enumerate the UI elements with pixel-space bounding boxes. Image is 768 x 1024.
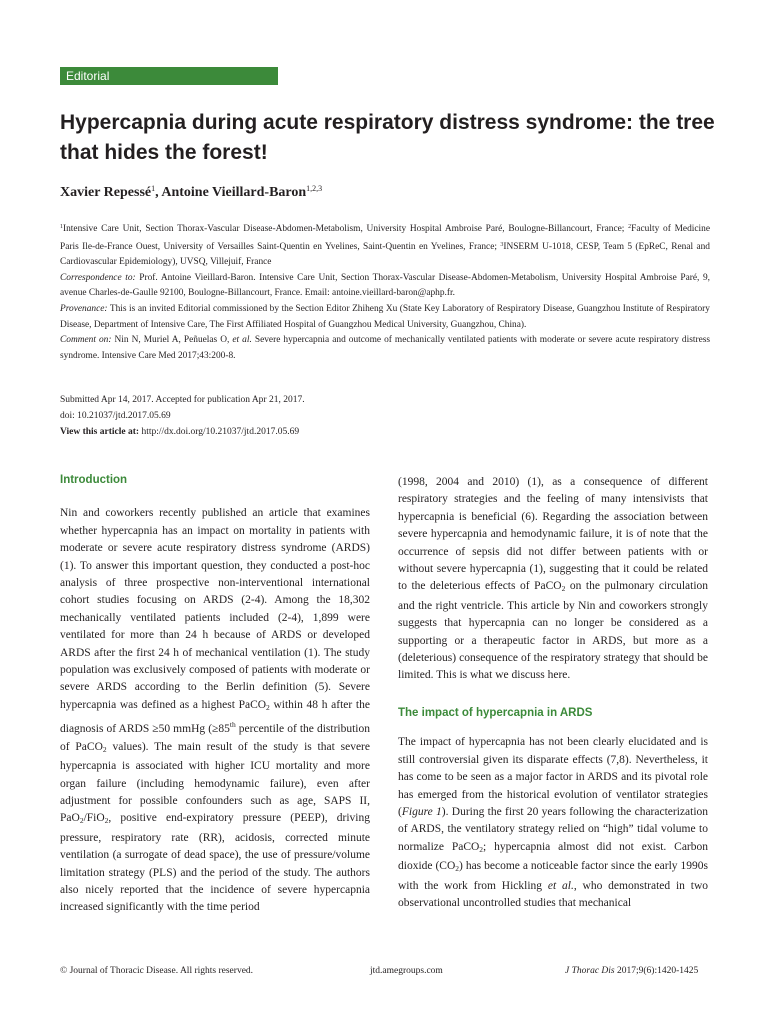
text-run: The impact of hypercapnia has not been clearly elucidated and is still controversial given its disparate effects (7,8). Nevertheless, it has come to be seen as a major factor in ARDS and its pivotal role has emerged from the historical evolution of ventilator strategies ( <box>398 736 708 818</box>
author-affiliation-marker: 1,2,3 <box>306 184 323 193</box>
correspondence-text: Prof. Antoine Vieillard-Baron. Intensive Care Unit, Section Thorax-Vascular Disease-Abdomen-Metabolism, University Hospital Ambroise Paré, 9, avenue Charles-de-Gaulle 92100, Boulogne-Billancourt, France. Email: antoine.vieillard-baron@aphp.fr. <box>60 272 710 299</box>
author-separator: , <box>155 185 162 200</box>
text-run: percentile of the distribution of PaCO <box>60 723 370 753</box>
text-run: /FiO <box>83 812 105 825</box>
affiliation-marker: 3 <box>500 241 504 248</box>
author-name: Xavier Repessé <box>60 185 152 200</box>
provenance-label: Provenance: <box>60 303 108 314</box>
publication-dates <box>60 392 305 440</box>
body-paragraph <box>398 734 708 912</box>
doi: doi: 10.21037/jtd.2017.05.69 <box>60 411 171 421</box>
left-column <box>60 472 370 917</box>
intro-paragraph <box>60 505 370 916</box>
superscript: th <box>229 720 236 730</box>
text-run: Nin and coworkers recently published an article that examines whether hypercapnia has an impact on mortality in patients with moderate or severe acute respiratory distress syndrome (ARDS) (1). To answer this important question, they conducted a post-hoc analysis of three prospective non-interventional international cohort studies focusing on ARDS (2-4). Among the 18,302 mechanically ventilated patients included (2-4), 1,899 were ventilated for more than 24 h because of ARDS or developed ARDS after the first 24 h of mechanical ventilation (1). The study population was exclusively composed of patients with moderate or severe ARDS according to the Berlin definition (5). Severe hypercapnia was defined as a highest PaCO <box>60 507 370 711</box>
etal: et al. <box>547 879 574 892</box>
affiliation: Faculty of Medicine Paris Ile-de-France Ouest, University of Versailles Saint-Quentin en Yvelines, Saint-Quentin en Yvelines, France; <box>60 224 710 252</box>
author-affiliation-marker: 1 <box>151 184 156 193</box>
provenance-text: This is an invited Editorial commissioned by the Section Editor Zhiheng Xu (State Key Laboratory of Respiratory Disease, Guangzhou Institute of Respiratory Disease, Department of Intensive Care, The First Affiliated Hospital of Guangzhou Medical University, Guangzhou, China). <box>60 303 710 330</box>
article-url-link[interactable]: http://dx.doi.org/10.21037/jtd.2017.05.69 <box>141 427 300 437</box>
subscript: 2 <box>79 816 84 826</box>
text-run: ) has become a noticeable factor since the early 1990s with the work from Hickling <box>398 860 708 892</box>
journal-abbrev: J Thorac Dis <box>565 966 615 976</box>
text-run: on the pulmonary circulation and the right ventricle. This article by Nin and coworkers strongly suggests that hypercapnia can no longer be considered as a supporting or a therapeutic factor in ARDS, but more as a (deleterious) consequence of the respiratory strategy that should be limited. This is what we discuss here. <box>398 580 709 682</box>
subscript: 2 <box>479 844 484 854</box>
view-article-line <box>60 424 305 440</box>
section-heading-introduction: Introduction <box>60 474 128 486</box>
subscript: 2 <box>561 584 566 594</box>
footer-journal-url[interactable]: jtd.amegroups.com <box>370 966 443 976</box>
footer-copyright: © Journal of Thoracic Disease. All rights reserved. <box>60 966 254 976</box>
comment-etal: et al. <box>232 335 252 346</box>
author-name: Antoine Vieillard-Baron <box>161 185 307 200</box>
provenance <box>60 302 710 333</box>
text-run: (1998, 2004 and 2010) (1), as a consequence of different respiratory strategies and the feeling of many intensivists that hypercapnia is beneficial (6). Regarding the association between severe hypercapnia and hemodynamic failure, it is of note that the occurrence of sepsis did not differ between patients with or without severe hypercapnia (1), suggesting that it could be related to the deleterious effects of PaCO <box>398 476 708 593</box>
text-run: values). The main result of the study is that severe hypercapnia is associated with higher ICU mortality and more organ failure (including hemodynamic failure), even after adjustment for possible confounders such as age, SAPS II, PaO <box>60 740 370 825</box>
footer-citation <box>565 966 698 976</box>
comment-label: Comment on: <box>60 335 112 346</box>
subscript: 2 <box>266 702 270 712</box>
subscript: 2 <box>102 744 107 754</box>
text-run: ; hypercapnia almost did not exist. Carbon dioxide (CO <box>398 840 708 873</box>
affiliation-marker: 2 <box>628 224 632 230</box>
view-article-label: View this article at: <box>60 427 140 437</box>
text-run: ). During the first 20 years following the characterization of ARDS, the ventilatory strategy relied on “high” tidal volume to normalize PaCO <box>398 805 709 853</box>
body-paragraph <box>398 474 708 685</box>
affiliation-marker: 1 <box>60 224 63 230</box>
subscript: 2 <box>104 816 109 826</box>
subscript: 2 <box>455 864 460 874</box>
affiliation: INSERM U-1018, CESP, Team 5 (EpReC, Renal and Cardiovascular Epidemiology), UVSQ, Villejuif, France <box>60 241 710 268</box>
figure-reference-link[interactable]: Figure 1 <box>401 805 442 818</box>
right-column <box>398 474 708 912</box>
comment-text: Severe hypercapnia and outcome of mechanically ventilated patients with moderate or severe acute respiratory distress syndrome. Intensive Care Med 2017;43:200-8. <box>60 335 711 361</box>
text-run: , who demonstrated in two observational uncontrolled studies that mechanical <box>398 879 708 909</box>
comment-text: Nin N, Muriel A, Peñuelas O, <box>114 335 230 346</box>
section-heading-impact: The impact of hypercapnia in ARDS <box>398 706 593 719</box>
affiliation: Intensive Care Unit, Section Thorax-Vascular Disease-Abdomen-Metabolism, University Hospital Ambroise Paré, Boulogne-Billancourt, France; <box>63 224 625 234</box>
text-run: , positive end-expiratory pressure (PEEP), driving pressure, respiratory rate (RR), acidosis, corrected minute ventilation (a surrogate of dead space), the use of pressure/volume limitation strategy (PLS) and the period of the study. The authors also nicely reported that the incidence of severe hypercapnia increased significantly with the time period <box>60 812 370 914</box>
submitted-date: Submitted Apr 14, 2017. Accepted for publication Apr 21, 2017. <box>60 395 305 405</box>
article-title: Hypercapnia during acute respiratory distress syndrome: the tree that hides the forest! <box>60 111 715 164</box>
comment-on <box>60 333 710 364</box>
author-line <box>60 184 322 201</box>
correspondence <box>60 271 710 302</box>
citation-details: 2017;9(6):1420-1425 <box>614 966 699 976</box>
correspondence-label: Correspondence to: <box>60 272 136 283</box>
article-type-badge: Editorial <box>60 67 278 85</box>
affiliations <box>60 220 710 271</box>
article-metadata <box>60 220 710 364</box>
text-run: within 48 h after the diagnosis of ARDS ≥50 mmHg (≥85 <box>60 698 370 736</box>
